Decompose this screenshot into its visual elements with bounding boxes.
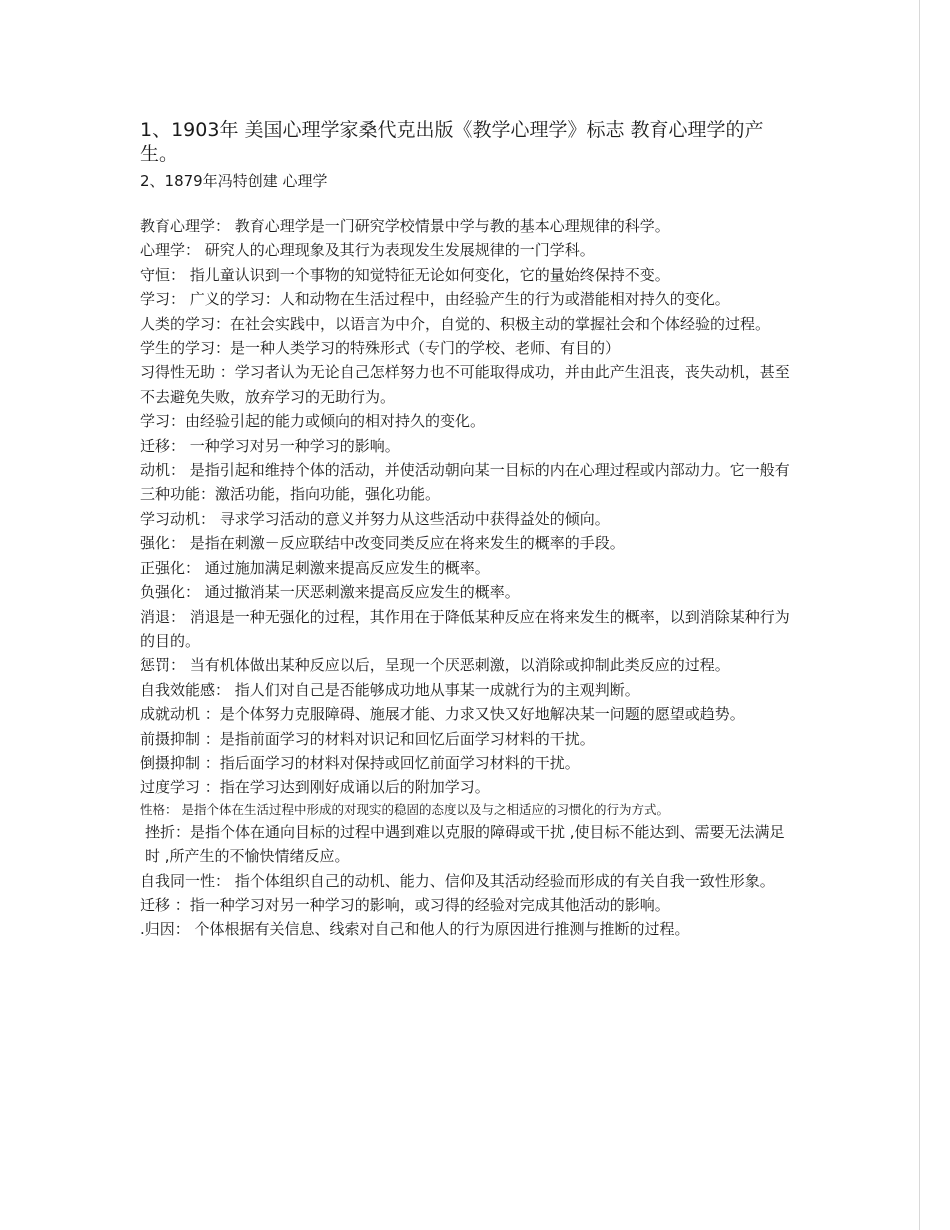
definition-paragraph: 心理学： 研究人的心理现象及其行为表现发生发展规律的一门学科。 [140,241,595,260]
definition-paragraph: 守恒： 指儿童认识到一个事物的知觉特征无论如何变化，它的量始终保持不变。 [140,265,670,284]
definition-paragraph: .归因： 个体根据有关信息、线索对自己和他人的行为原因进行推测与推断的过程。 [140,920,690,939]
definition-paragraph: 自我效能感： 指人们对自己是否能够成功地从事某一成就行为的主观判断。 [140,680,640,699]
definitions-list [140,214,790,942]
definition-paragraph: 过度学习 ：指在学习达到刚好成诵以后的附加学习。 [140,778,490,797]
definition-paragraph: 正强化： 通过施加满足刺激来提高反应发生的概率。 [140,558,490,577]
definition-paragraph: 人类的学习：在社会实践中，以语言为中介，自觉的、积极主动的掌握社会和个体经验的过程。 [140,314,771,333]
definition-paragraph: 自我同一性： 指个体组织自己的动机、能力、信仰及其活动经验而形成的有关自我一致性形象。 [140,871,775,890]
definition-paragraph: 惩罚： 当有机体做出某种反应以后，呈现一个厌恶刺激，以消除或抑制此类反应的过程。 [140,656,730,675]
definition-paragraph: 倒摄抑制 ：指后面学习的材料对保持或回忆前面学习材料的干扰。 [140,753,580,772]
document-body [140,118,790,942]
definition-paragraph-small: 性格： 是指个体在生活过程中形成的对现实的稳固的态度以及与之相适应的习惯化的行为方式。 [140,801,669,817]
definition-paragraph: 迁移： 一种学习对另一种学习的影响。 [140,436,400,455]
page-edge [919,0,920,1230]
heading-line-2: 2、1879年冯特创建 心理学 [140,172,328,190]
definition-paragraph: 迁移 ：指一种学习对另一种学习的影响，或习得的经验对完成其他活动的影响。 [140,895,670,914]
definition-paragraph: 强化： 是指在刺激－反应联结中改变同类反应在将来发生的概率的手段。 [140,534,625,553]
definition-paragraph: 教育心理学： 教育心理学是一门研究学校情景中学与教的基本心理规律的科学。 [140,217,670,235]
heading-line-1: 1、1903年 美国心理学家桑代克出版《教学心理学》标志 教育心理学的产生。 [140,119,764,165]
definition-paragraph: 学习：由经验引起的能力或倾向的相对持久的变化。 [140,412,486,431]
definition-paragraph: 学习动机： 寻求学习活动的意义并努力从这些活动中获得益处的倾向。 [140,509,610,528]
definition-paragraph: 前摄抑制 ：是指前面学习的材料对识记和回忆后面学习材料的干扰。 [140,729,595,748]
definition-paragraph: 负强化： 通过撤消某一厌恶刺激来提高反应发生的概率。 [140,583,520,602]
definition-paragraph: 挫折：是指个体在通向目标的过程中遇到难以克服的障碍或干扰 ,使目标不能达到、需要无法满足时 ,所产生的不愉快情绪反应。 [145,822,785,866]
definition-paragraph: 学生的学习：是一种人类学习的特殊形式（专门的学校、老师、有目的） [140,339,621,358]
definition-paragraph: 消退： 消退是一种无强化的过程，其作用在于降低某种反应在将来发生的概率，以到消除某种行为的目的。 [140,607,790,650]
definition-paragraph: 成就动机 ：是个体努力克服障碍、施展才能、力求又快又好地解决某一问题的愿望或趋势。 [140,705,745,724]
definition-paragraph: 学习： 广义的学习：人和动物在生活过程中，由经验产生的行为或潜能相对持久的变化。 [140,290,730,309]
definition-paragraph: 习得性无助 ：学习者认为无论自己怎样努力也不可能取得成功，并由此产生沮丧，丧失动机，甚至不去避免失败，放弃学习的无助行为。 [140,363,790,406]
definition-paragraph: 动机： 是指引起和维持个体的活动，并使活动朝向某一目标的内在心理过程或内部动力。它一般有三种功能：激活功能，指向功能，强化功能。 [140,461,790,504]
